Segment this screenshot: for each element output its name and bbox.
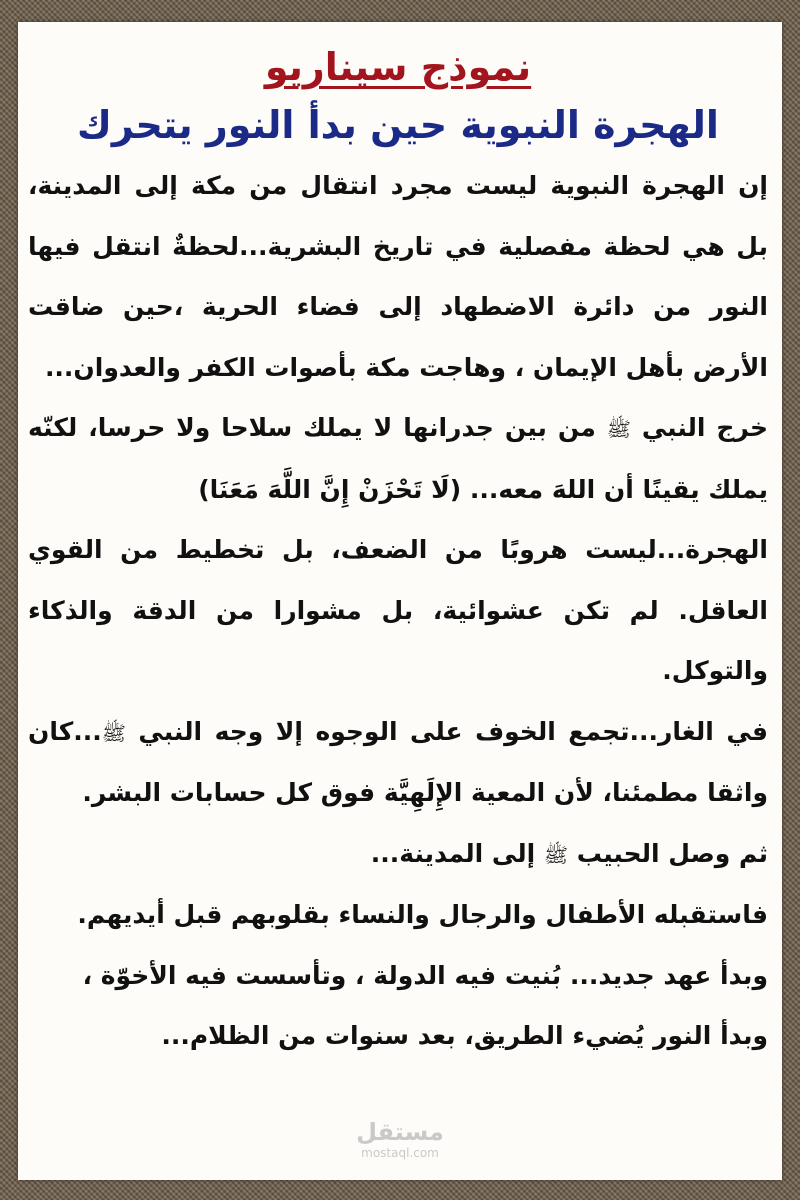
salawat-mark: ﷺ (543, 842, 569, 867)
watermark-url: mostaql.com (361, 1146, 439, 1160)
paragraph-departure-start: خرج النبي (630, 413, 768, 442)
mostaql-watermark (352, 1118, 448, 1160)
paragraph-intro: إن الهجرة النبوية ليست مجرد انتقال من مكة إلى المدينة، بل هي لحظة مفصلية في تاريخ البشرية...لحظةٌ انتقل فيها النور من دائرة الاضطهاد إلى فضاء الحرية ،حين ضاقت الأرض بأهل الإيمان ، وهاجت مكة بأصوات الكفر والعدوان... (28, 171, 768, 382)
paragraph-cave-end: ...كان واثقا مطمئنا، لأن المعية الإِلَهِيَّة فوق كل حسابات البشر. (28, 716, 768, 807)
paragraph-cave (28, 702, 768, 824)
paragraph-welcome: فاستقبله الأطفال والرجال والنساء بقلوبهم قبل أيديهم. (77, 900, 768, 929)
paragraph-departure (28, 398, 768, 520)
document-page (18, 22, 782, 1180)
paragraph-arrival-end: إلى المدينة... (370, 838, 544, 868)
watermark-logo: مستقل (356, 1118, 444, 1146)
salawat-mark: ﷺ (606, 417, 631, 441)
paragraph-cave-start: في الغار...تجمع الخوف على الوجوه إلا وجه النبي (125, 716, 768, 746)
document-subtitle: الهجرة النبوية حين بدأ النور يتحرك (77, 103, 719, 147)
document-title: نموذج سيناريو (264, 45, 532, 89)
paragraph-arrival (28, 824, 768, 886)
paragraph-arrival-start: ثم وصل الحبيب (568, 838, 768, 868)
paragraph-hijra-meaning: الهجرة...ليست هروبًا من الضعف، بل تخطيط من القوي العاقل. لم تكن عشوائية، بل مشوارا من الدقة والذكاء والتوكل. (28, 535, 768, 685)
salawat-mark: ﷺ (101, 720, 126, 745)
paragraph-light: وبدأ النور يُضيء الطريق، بعد سنوات من الظلام... (161, 1021, 768, 1050)
paragraph-departure-end: من بين جدرانها لا يملك سلاحا ولا حرسا، لكنّه يملك يقينًا أن اللهَ معه... (لَا تَحْزَنْ إِنَّ اللَّهَ مَعَنَا) (28, 413, 768, 504)
paragraph-new-era: وبدأ عهد جديد... بُنيت فيه الدولة ، وتأسست فيه الأخوّة ، (82, 960, 768, 990)
